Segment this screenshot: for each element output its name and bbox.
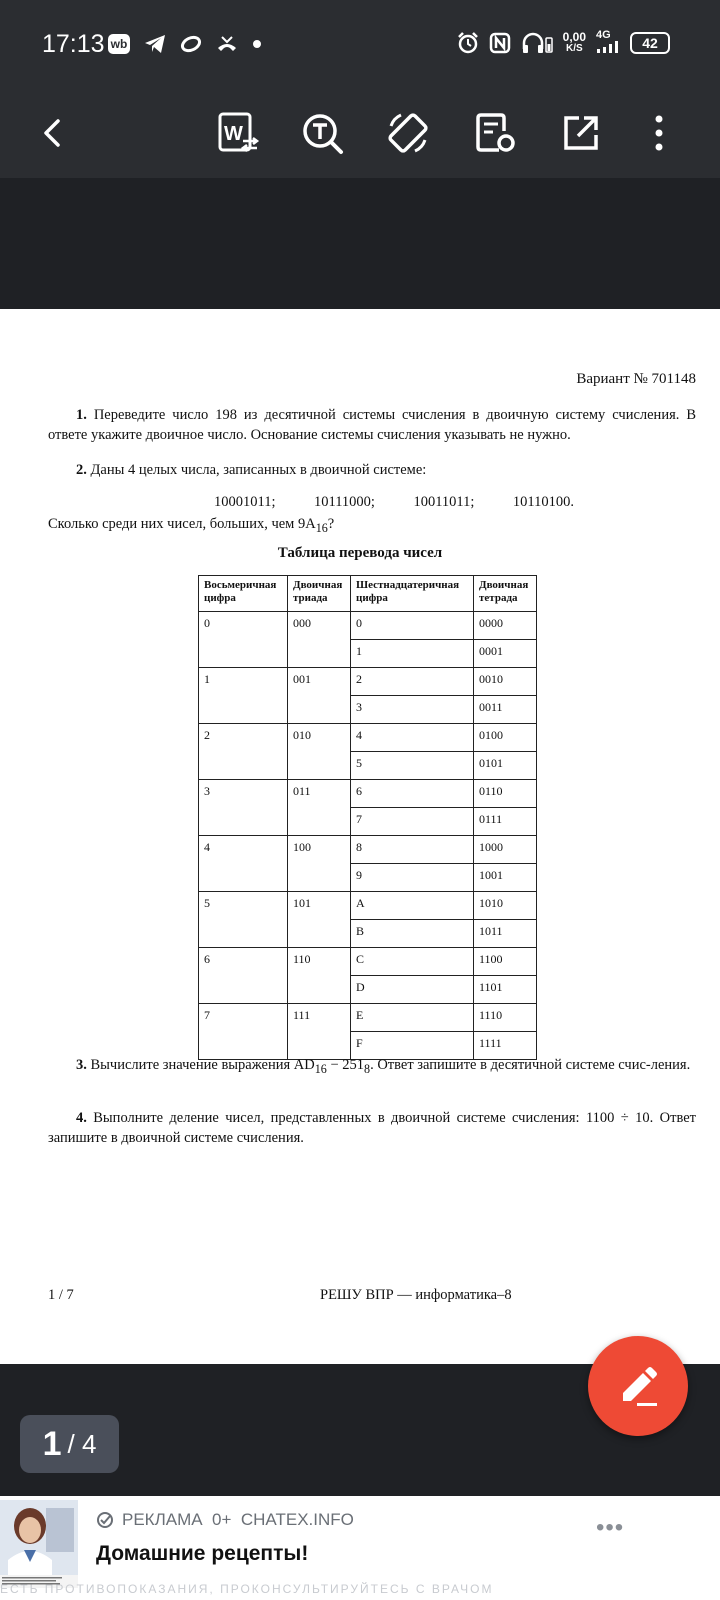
- conversion-table: [198, 575, 537, 1060]
- variant-label: Вариант № 701148: [576, 371, 696, 387]
- hex-digit-cell: 1: [351, 640, 474, 668]
- hex-digit-cell: 6: [351, 780, 474, 808]
- signal-bars-icon: [596, 41, 620, 53]
- headphones-battery-icon: [521, 32, 553, 54]
- rotate-button[interactable]: [383, 108, 433, 158]
- more-icon: [653, 115, 665, 151]
- binary-number: 10111000;: [314, 494, 375, 510]
- octal-digit-cell: 2: [199, 724, 288, 780]
- task-1-text: Переведите число 198 из десятичной системы счисления в двоичную систему счисления. В ответе укажите двоичное число. Основание системы счисления указывать не нужно.: [48, 407, 696, 443]
- task-3: [48, 1055, 696, 1079]
- ring-app-icon: [180, 34, 202, 54]
- hex-digit-cell: B: [351, 920, 474, 948]
- notification-icons: [108, 34, 262, 54]
- octal-digit-cell: 3: [199, 780, 288, 836]
- nfc-icon: [489, 32, 511, 54]
- task-2-question: [48, 514, 696, 538]
- network-speed-unit: K/S: [565, 43, 583, 54]
- octal-digit-cell: 4: [199, 836, 288, 892]
- header-octal: Восьмеричная цифра: [199, 576, 288, 612]
- hex-digit-cell: 2: [351, 668, 474, 696]
- task-2-text: Даны 4 целых числа, записанных в двоичной системе:: [90, 462, 427, 478]
- table-title: Таблица перевода чисел: [277, 545, 443, 561]
- ad-thumbnail: [0, 1500, 78, 1588]
- convert-to-word-button[interactable]: [213, 108, 263, 158]
- task-2-question-text: Сколько среди них чисел, больших, чем 9A: [48, 516, 316, 532]
- table-row: [199, 780, 537, 808]
- task-3-number: 3.: [76, 1057, 87, 1073]
- octal-digit-cell: 0: [199, 612, 288, 668]
- task-3-text-b: − 251: [326, 1057, 365, 1073]
- network-speed-value: 0,00: [562, 30, 586, 44]
- binary-tetrad-cell: 1111: [474, 1032, 537, 1060]
- octal-digit-cell: 6: [199, 948, 288, 1004]
- table-row: [199, 836, 537, 864]
- hex-digit-cell: 5: [351, 752, 474, 780]
- task-2-subscript: 16: [315, 520, 328, 535]
- octal-digit-cell: 7: [199, 1004, 288, 1060]
- binary-number: 10001011;: [214, 494, 276, 510]
- hex-digit-cell: 8: [351, 836, 474, 864]
- binary-triad-cell: 000: [288, 612, 351, 668]
- binary-triad-cell: 100: [288, 836, 351, 892]
- octal-digit-cell: 5: [199, 892, 288, 948]
- document-settings-icon: [473, 111, 517, 155]
- ad-label: [96, 1510, 354, 1530]
- open-external-button[interactable]: [556, 108, 606, 158]
- hex-digit-cell: E: [351, 1004, 474, 1032]
- table-row: [199, 892, 537, 920]
- binary-triad-cell: 101: [288, 892, 351, 948]
- binary-triad-cell: 011: [288, 780, 351, 836]
- viewer-background: [0, 178, 720, 309]
- table-row: [199, 612, 537, 640]
- network-speed: [563, 31, 586, 55]
- binary-tetrad-cell: 1100: [474, 948, 537, 976]
- octal-digit-cell: 1: [199, 668, 288, 724]
- task-4: [48, 1108, 696, 1148]
- task-4-number: 4.: [76, 1110, 87, 1126]
- wb-app-icon: wb: [108, 34, 130, 54]
- task-3-subscript-2: 8: [364, 1061, 371, 1076]
- task-4-text: Выполните деление чисел, представленных в двоичной системе счисления: 1100 ÷ 10. Ответ запишите в двоичной системе счисления.: [48, 1110, 696, 1146]
- binary-tetrad-cell: 0011: [474, 696, 537, 724]
- task-2-question-end: ?: [327, 516, 335, 532]
- ad-banner[interactable]: [0, 1496, 720, 1600]
- table-body: [199, 612, 537, 1060]
- binary-tetrad-cell: 1001: [474, 864, 537, 892]
- table-row: [199, 668, 537, 696]
- hex-digit-cell: 9: [351, 864, 474, 892]
- task-2-number: 2.: [76, 462, 87, 478]
- ad-more-button[interactable]: •••: [596, 1514, 625, 1541]
- hex-digit-cell: 4: [351, 724, 474, 752]
- telegram-icon: [144, 34, 166, 54]
- more-options-button[interactable]: [634, 108, 684, 158]
- status-time: 17:13: [42, 30, 105, 58]
- task-1: [48, 405, 696, 445]
- binary-tetrad-cell: 1101: [474, 976, 537, 1004]
- status-bar: [0, 0, 720, 92]
- missed-call-icon: [216, 34, 238, 54]
- page-indicator[interactable]: [20, 1415, 119, 1473]
- binary-tetrad-cell: 1011: [474, 920, 537, 948]
- binary-triad-cell: 111: [288, 1004, 351, 1060]
- ad-title: Домашние рецепты!: [96, 1542, 309, 1565]
- task-3-text-a: Вычислите значение выражения AD: [90, 1057, 315, 1073]
- task-3-subscript-1: 16: [314, 1061, 327, 1076]
- table-header-row: [199, 576, 537, 612]
- binary-number: 10011011;: [413, 494, 475, 510]
- header-triad: Двоичная триада: [288, 576, 351, 612]
- document-settings-button[interactable]: [470, 108, 520, 158]
- task-3-text-c: . Ответ запишите в десятичной системе счис-ления.: [370, 1057, 691, 1073]
- hex-digit-cell: 7: [351, 808, 474, 836]
- binary-triad-cell: 010: [288, 724, 351, 780]
- binary-triad-cell: 110: [288, 948, 351, 1004]
- hex-digit-cell: 0: [351, 612, 474, 640]
- back-button[interactable]: [28, 108, 78, 158]
- hex-digit-cell: F: [351, 1032, 474, 1060]
- table-row: [199, 948, 537, 976]
- current-page: 1: [42, 1424, 62, 1463]
- system-icons: [457, 30, 670, 56]
- text-search-icon: [300, 111, 344, 155]
- binary-tetrad-cell: 0110: [474, 780, 537, 808]
- edit-pencil-icon: [615, 1363, 661, 1409]
- binary-tetrad-cell: 1010: [474, 892, 537, 920]
- binary-tetrad-cell: 0100: [474, 724, 537, 752]
- hex-digit-cell: 3: [351, 696, 474, 724]
- binary-triad-cell: 001: [288, 668, 351, 724]
- task-1-number: 1.: [76, 407, 87, 423]
- task-2-numbers: [214, 494, 574, 511]
- ad-label-text: РЕКЛАМА 0+ CHATEX.INFO: [122, 1510, 354, 1529]
- binary-tetrad-cell: 0010: [474, 668, 537, 696]
- word-convert-icon: [216, 111, 260, 155]
- ad-thumbnail-image: [0, 1500, 78, 1588]
- edit-fab-button[interactable]: [588, 1336, 688, 1436]
- binary-tetrad-cell: 0001: [474, 640, 537, 668]
- signal-indicator: [596, 30, 620, 56]
- hex-digit-cell: D: [351, 976, 474, 1004]
- text-search-button[interactable]: [297, 108, 347, 158]
- binary-tetrad-cell: 1110: [474, 1004, 537, 1032]
- share-icon: [561, 113, 601, 153]
- rotate-icon: [385, 110, 431, 156]
- table-row: [199, 724, 537, 752]
- binary-tetrad-cell: 1000: [474, 836, 537, 864]
- ad-verified-icon: [96, 1511, 114, 1529]
- network-type: 4G: [596, 29, 611, 41]
- table-row: [199, 1004, 537, 1032]
- svg-text:W: W: [224, 123, 243, 145]
- document-footer-title: РЕШУ ВПР — информатика–8: [320, 1287, 512, 1303]
- alarm-icon: [457, 32, 479, 54]
- binary-tetrad-cell: 0000: [474, 612, 537, 640]
- battery-indicator: 42: [630, 32, 670, 54]
- header-hex: Шестнадцатеричная цифра: [351, 576, 474, 612]
- dot-icon: [252, 34, 262, 54]
- viewer-toolbar: [0, 92, 720, 178]
- back-icon: [38, 118, 68, 148]
- header-tetrad: Двоичная тетрада: [474, 576, 537, 612]
- hex-digit-cell: A: [351, 892, 474, 920]
- document-page: [0, 309, 720, 1364]
- binary-number: 10110100.: [512, 494, 574, 510]
- binary-tetrad-cell: 0101: [474, 752, 537, 780]
- ad-disclaimer: ЕСТЬ ПРОТИВОПОКАЗАНИЯ, ПРОКОНСУЛЬТИРУЙТЕСЬ С ВРАЧОМ: [0, 1582, 494, 1596]
- page-number: 1 / 7: [48, 1287, 74, 1303]
- task-2: [48, 460, 696, 480]
- hex-digit-cell: C: [351, 948, 474, 976]
- total-pages: / 4: [67, 1428, 97, 1459]
- binary-tetrad-cell: 0111: [474, 808, 537, 836]
